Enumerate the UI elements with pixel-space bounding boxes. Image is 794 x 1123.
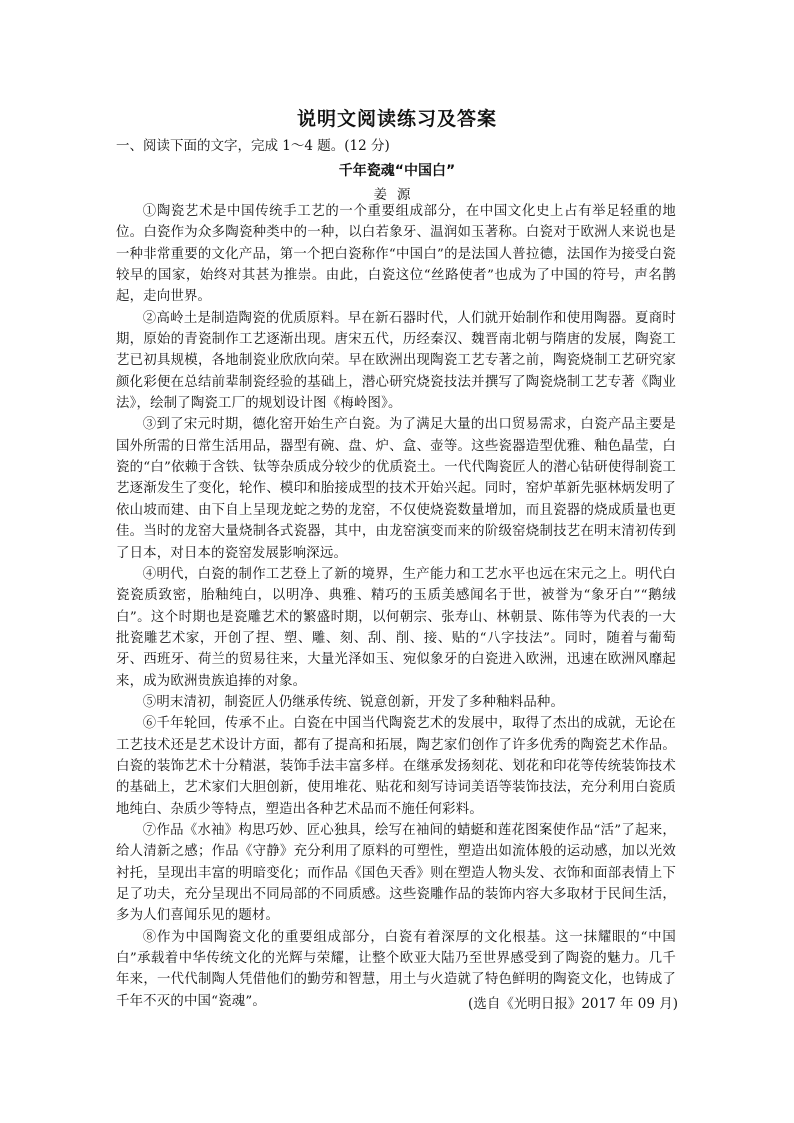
article-title: 千年瓷魂“中国白”: [338, 163, 456, 179]
paragraph-4: ④明代，白瓷的制作工艺登上了新的境界，生产能力和工艺水平也远在宋元之上。明代白瓷瓷质致密，胎釉纯白，以明净、典雅、精巧的玉质美感闻名于世，被誉为“象牙白”“鹅绒白”。这个时期也是瓷雕艺术的繁盛时期，以何朝宗、张寿山、林朝景、陈伟等为代表的一大批瓷雕艺术家，开创了捏、塑、雕、刻、刮、削、接、贴的“八字技法”。同时，随着与葡萄牙、西班牙、荷兰的贸易往来，大量光泽如玉、宛似象牙的白瓷进入欧洲，迅速在欧洲风靡起来，成为欧洲贵族追捧的对象。: [116, 566, 676, 689]
paragraph-5: ⑤明末清初，制瓷匠人仍继承传统、锐意创新，开发了多种釉料品种。: [142, 694, 565, 710]
paragraph-7: ⑦作品《水袖》构思巧妙、匠心独具，绘写在袖间的蜻蜓和莲花图案使作品“活”了起来，给人清新之感；作品《守静》充分利用了原料的可塑性，塑造出如流体般的运动感，加以光效衬托，呈现出丰富的明暗变化；而作品《国色天香》则在塑造人物头发、衣饰和面部表情上下足了功夫，充分呈现出不同局部的不同质感。这些瓷雕作品的装饰内容大多取材于民间生活，多为人们喜闻乐见的题材。: [116, 822, 676, 924]
article-author: 姜源: [373, 187, 421, 203]
paragraph-8: ⑧作为中国陶瓷文化的重要组成部分，白瓷有着深厚的文化根基。这一抹耀眼的“中国白”承载着中华传统文化的光辉与荣耀，让整个欧亚大陆乃至世界感受到了陶瓷的魅力。几千年来，一代代制陶人凭借他们的勤劳和智慧，用土与火造就了特色鲜明的陶瓷文化，也铸成了千年不灭的中国“瓷魂”。: [116, 929, 676, 1009]
paragraph-6: ⑥千年轮回，传承不止。白瓷在中国当代陶瓷艺术的发展中，取得了杰出的成就，无论在工艺技术还是艺术设计方面，都有了提高和拓展，陶艺家们创作了许多优秀的陶瓷艺术作品。白瓷的装饰艺术十分精湛，装饰手法丰富多样。在继承发扬刻花、划花和印花等传统装饰技术的基础上，艺术家们大胆创新，使用堆花、贴花和刻写诗词美语等装饰技法，充分利用白瓷质地纯白、杂质少等特点，塑造出各种艺术品而不施任何彩料。: [116, 716, 676, 817]
document-title: 说明文阅读练习及答案: [296, 108, 497, 130]
article-source: (选自《光明日报》2017 年 09 月): [468, 996, 678, 1012]
article-body: [116, 201, 676, 1012]
paragraph-3: ③到了宋元时期，德化窑开始生产白瓷。为了满足大量的出口贸易需求，白瓷产品主要是国外所需的日常生活用品，器型有碗、盘、炉、盒、壶等。这些瓷器造型优雅、釉色晶莹，白瓷的“白”依赖于含铁、钛等杂质成分较少的优质瓷土。一代代陶瓷匠人的潜心钻研使得制瓷工艺逐渐发生了变化，轮作、模印和胎接成型的技术开始兴起。同时，窑炉革新先驱林炳发明了依山坡而建、由下自上呈现龙蛇之势的龙窑，不仅使烧瓷数量增加，而且瓷器的烧成质量也更佳。当时的龙窑大量烧制各式瓷器，其中，由龙窑演变而来的阶级窑烧制技艺在明末清初传到了日本，对日本的瓷窑发展影响深远。: [116, 417, 676, 561]
question-instruction: 一、阅读下面的文字，完成 1～4 题。(12 分): [116, 138, 390, 154]
paragraph-1: ①陶瓷艺术是中国传统手工艺的一个重要组成部分，在中国文化史上占有举足轻重的地位。白瓷作为众多陶瓷种类中的一种，以白若象牙、温润如玉著称。白瓷对于欧洲人来说也是一种非常重要的文化产品，第一个把白瓷称作“中国白”的是法国人普拉德，法国作为接受白瓷较早的国家，始终对其甚为推崇。由此，白瓷这位“丝路使者”也成为了中国的符号，声名鹊起，走向世界。: [116, 204, 676, 305]
paragraph-2: ②高岭土是制造陶瓷的优质原料。早在新石器时代，人们就开始制作和使用陶器。夏商时期，原始的青瓷制作工艺逐渐出现。唐宋五代，历经秦汉、魏晋南北朝与隋唐的发展，陶瓷工艺已初具规模，各地制瓷业欣欣向荣。早在欧洲出现陶瓷工艺专著之前，陶瓷烧制工艺研究家颜化彩便在总结前辈制瓷经验的基础上，潜心研究烧瓷技法并撰写了陶瓷烧制工艺专著《陶业法》，绘制了陶瓷工厂的规划设计图《梅岭图》。: [116, 310, 676, 412]
